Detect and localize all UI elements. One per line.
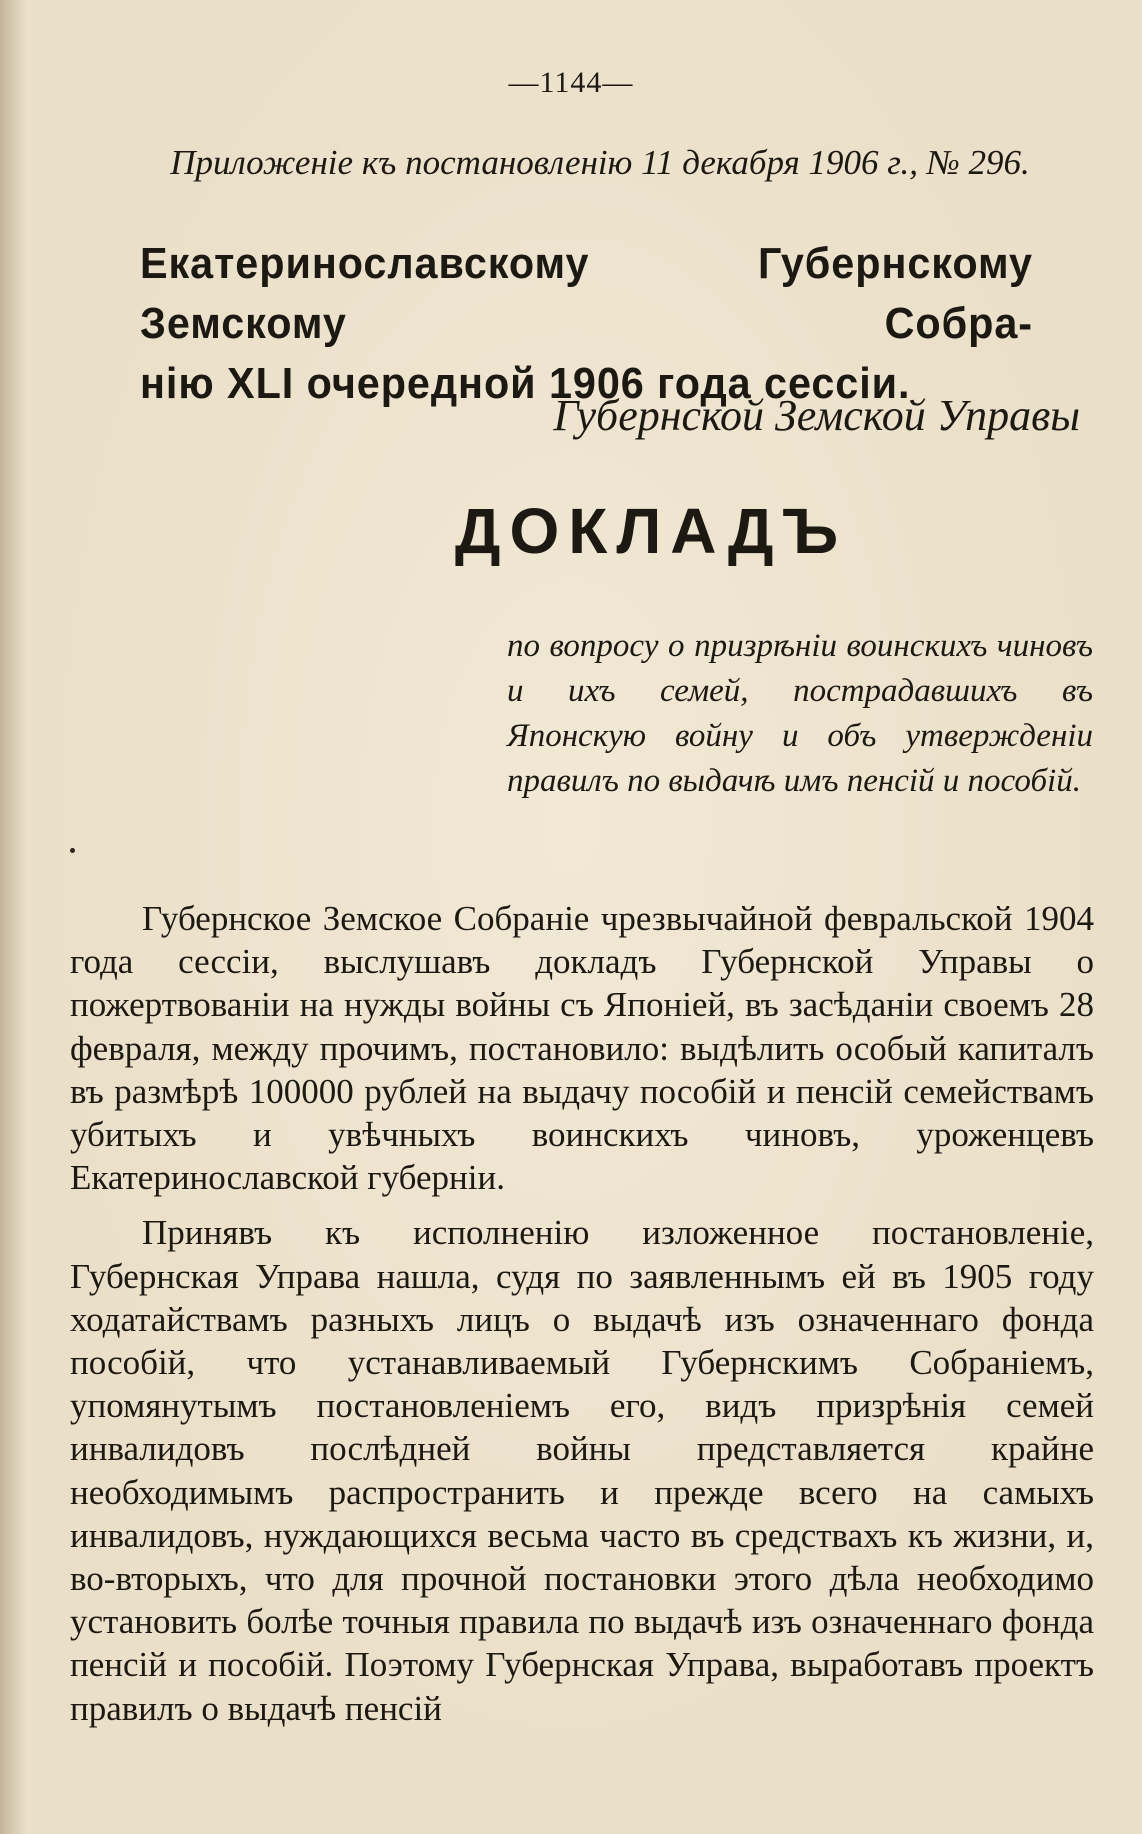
heading-line-1: Екатеринославскому Губернскому Земскому Собра- bbox=[140, 239, 1033, 348]
paragraph-1: Губернское Земское Собранiе чрезвычайной февральской 1904 года сессiи, выслушавъ докладъ Губернской Управы о пожертвованiи на нужды войны съ Японiей, въ засѣданiи своемъ 28 февраля, между прочимъ, постановило: выдѣлить особый капиталъ въ размѣрѣ 100000 рублей на выдачу пособiй и пенсiй семействамъ убитыхъ и увѣчныхъ воинскихъ чиновъ, уроженцевъ Екатеринославской губернiи. bbox=[70, 899, 1094, 1198]
body-text bbox=[70, 897, 1094, 1730]
page-edge-shadow bbox=[0, 0, 26, 1834]
heading-line-2: нiю XLI очередной 1906 года сессiи. bbox=[140, 359, 911, 408]
ink-dot-mark bbox=[70, 848, 75, 853]
addressee-heading bbox=[140, 234, 1033, 414]
page-number: —1144— bbox=[508, 66, 634, 99]
report-subject: по вопросу о призрѣнiи воинскихъ чиновъ и ихъ семей, пострадавшихъ въ Японскую войну и объ утвержденiи правилъ по выдачѣ имъ пенсiй и пособiй. bbox=[507, 628, 1093, 799]
paragraph-2: Принявъ къ исполненiю изложенное постановленiе, Губернская Управа нашла, судя по заявленнымъ ей въ 1905 году ходатайствамъ разныхъ лицъ о выдачѣ изъ означеннаго фонда пособiй, что устанавливаемый Губернскимъ Собранiемъ, упомянутымъ постановленiемъ его, видъ призрѣнiя семей инвалидовъ послѣдней войны представляется крайне необходимымъ распространить и прежде всего на самыхъ инвалидовъ, нуждающихся весьма часто въ средствахъ къ жизни, и, во-вторыхъ, что для прочной постановки этого дѣла необходимо установить болѣе точныя правила по выдачѣ изъ означеннаго фонда пенсiй и пособiй. Поэтому Губернская Управа, выработавъ проектъ правилъ о выдачѣ пенсiй bbox=[70, 1213, 1094, 1728]
appendix-note: Приложенiе къ постановленiю 11 декабря 1906 г., № 296. bbox=[170, 143, 1030, 182]
report-title: ДОКЛАДЪ bbox=[454, 495, 848, 567]
board-name: Губернской Земской Управы bbox=[553, 391, 1080, 440]
